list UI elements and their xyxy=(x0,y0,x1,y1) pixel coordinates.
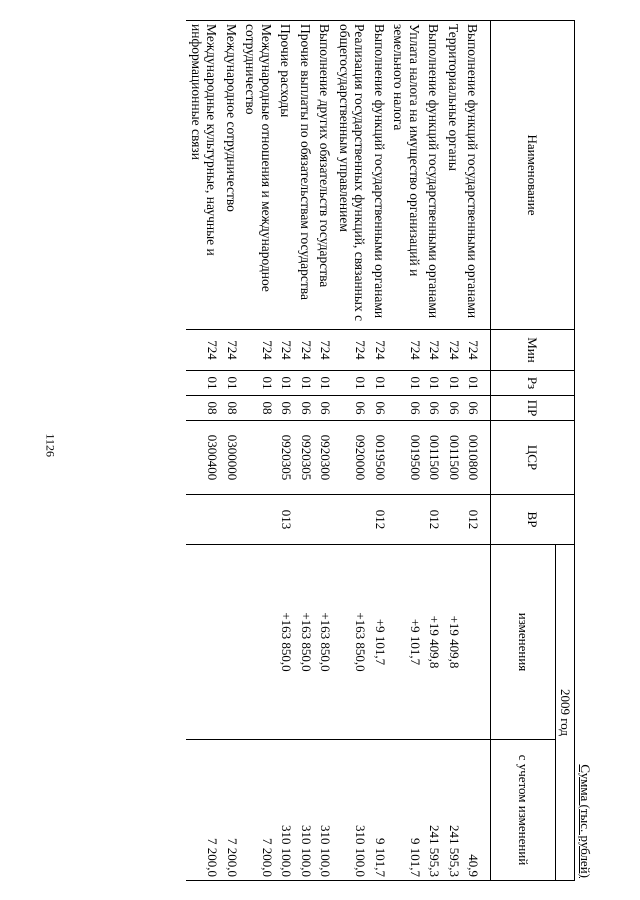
cell-pr: 06 xyxy=(276,396,296,421)
cell-rz: 01 xyxy=(424,371,444,396)
cell-min: 724 xyxy=(443,330,463,371)
cell-change xyxy=(186,545,221,740)
cell-vr: 013 xyxy=(276,495,296,545)
cell-csr: 0300400 xyxy=(186,421,221,495)
header-min: Мин xyxy=(491,330,575,371)
table-row xyxy=(369,21,389,881)
cell-min: 724 xyxy=(186,330,221,371)
cell-total: 241 595,3 xyxy=(443,740,463,881)
table-row xyxy=(463,21,483,881)
budget-sheet xyxy=(40,20,600,880)
cell-rz: 01 xyxy=(221,371,241,396)
cell-change: +163 850,0 xyxy=(334,545,369,740)
cell-name: Международные культурные, научные и информационные связи xyxy=(186,21,221,330)
cell-pr: 06 xyxy=(295,396,315,421)
cell-name: Реализация государственных функций, связанных с общегосударственным управлением xyxy=(334,21,369,330)
cell-total: 9 101,7 xyxy=(369,740,389,881)
budget-table xyxy=(186,20,575,881)
cell-vr: 012 xyxy=(369,495,389,545)
cell-vr xyxy=(443,495,463,545)
table-row xyxy=(424,21,444,881)
table-row xyxy=(221,21,241,881)
header-name: Наименование xyxy=(491,21,575,330)
cell-pr: 06 xyxy=(443,396,463,421)
cell-csr: 0011500 xyxy=(443,421,463,495)
cell-vr xyxy=(241,495,276,545)
cell-csr: 0010800 xyxy=(463,421,483,495)
cell-name: Выполнение других обязательств государства xyxy=(315,21,335,330)
cell-vr xyxy=(186,495,221,545)
cell-csr: 0920300 xyxy=(315,421,335,495)
cell-name: Уплата налога на имущество организаций и земельного налога xyxy=(389,21,424,330)
cell-name: Международное сотрудничество xyxy=(221,21,241,330)
cell-change: +163 850,0 xyxy=(276,545,296,740)
cell-total: 310 100,0 xyxy=(334,740,369,881)
header-rz: Рз xyxy=(491,371,575,396)
cell-csr: 0019500 xyxy=(389,421,424,495)
cell-pr: 08 xyxy=(186,396,221,421)
cell-min: 724 xyxy=(463,330,483,371)
cell-total: 241 595,3 xyxy=(424,740,444,881)
cell-name: Территориальные органы xyxy=(443,21,463,330)
cell-rz: 01 xyxy=(276,371,296,396)
table-body xyxy=(186,21,490,881)
cell-name: Международные отношения и международное сотрудничество xyxy=(241,21,276,330)
cell-vr xyxy=(295,495,315,545)
table-row xyxy=(276,21,296,881)
header-csr: ЦСР xyxy=(491,421,575,495)
header-year: 2009 год xyxy=(556,545,575,881)
cell-name: Прочие расходы xyxy=(276,21,296,330)
cell-vr xyxy=(334,495,369,545)
cell-csr: 0011500 xyxy=(424,421,444,495)
cell-change: +163 850,0 xyxy=(295,545,315,740)
header-pr: ПР xyxy=(491,396,575,421)
cell-min: 724 xyxy=(295,330,315,371)
cell-rz: 01 xyxy=(389,371,424,396)
cell-vr: 012 xyxy=(424,495,444,545)
cell-change xyxy=(241,545,276,740)
cell-pr: 06 xyxy=(424,396,444,421)
cell-pr: 06 xyxy=(389,396,424,421)
cell-pr: 06 xyxy=(315,396,335,421)
cell-min: 724 xyxy=(241,330,276,371)
cell-min: 724 xyxy=(389,330,424,371)
cell-change: +163 850,0 xyxy=(315,545,335,740)
header-vr: ВР xyxy=(491,495,575,545)
cell-change: +19 409,8 xyxy=(443,545,463,740)
table-row xyxy=(186,21,221,881)
cell-total: 310 100,0 xyxy=(276,740,296,881)
table-row xyxy=(443,21,463,881)
cell-change xyxy=(463,545,483,740)
cell-rz: 01 xyxy=(295,371,315,396)
cell-total: 9 101,7 xyxy=(389,740,424,881)
cell-total: 40,9 xyxy=(463,740,483,881)
table-row xyxy=(241,21,276,881)
cell-rz: 01 xyxy=(315,371,335,396)
cell-csr: 0019500 xyxy=(369,421,389,495)
cell-csr xyxy=(241,421,276,495)
cell-rz: 01 xyxy=(463,371,483,396)
cell-min: 724 xyxy=(334,330,369,371)
cell-change xyxy=(221,545,241,740)
cell-min: 724 xyxy=(369,330,389,371)
cell-pr: 06 xyxy=(463,396,483,421)
cell-vr xyxy=(389,495,424,545)
table-row xyxy=(295,21,315,881)
cell-min: 724 xyxy=(315,330,335,371)
cell-name: Прочие выплаты по обязательствам государства xyxy=(295,21,315,330)
cell-csr: 0300000 xyxy=(221,421,241,495)
cell-total: 7 200,0 xyxy=(186,740,221,881)
cell-total: 310 100,0 xyxy=(295,740,315,881)
header-changes: изменения xyxy=(491,545,556,740)
cell-name: Выполнение функций государственными органами xyxy=(424,21,444,330)
unit-caption-text: Сумма (тыс. рублей) xyxy=(578,764,593,878)
cell-pr: 06 xyxy=(369,396,389,421)
cell-csr: 0920000 xyxy=(334,421,369,495)
cell-min: 724 xyxy=(221,330,241,371)
cell-csr: 0920305 xyxy=(295,421,315,495)
cell-change: +9 101,7 xyxy=(389,545,424,740)
table-row xyxy=(334,21,369,881)
cell-total: 7 200,0 xyxy=(241,740,276,881)
spacer-row xyxy=(483,21,491,881)
table-row xyxy=(389,21,424,881)
cell-vr: 012 xyxy=(463,495,483,545)
table-row xyxy=(315,21,335,881)
cell-pr: 08 xyxy=(221,396,241,421)
cell-name: Выполнение функций государственными органами xyxy=(463,21,483,330)
cell-rz: 01 xyxy=(443,371,463,396)
cell-total: 7 200,0 xyxy=(221,740,241,881)
cell-pr: 06 xyxy=(334,396,369,421)
cell-pr: 08 xyxy=(241,396,276,421)
unit-caption xyxy=(577,764,593,878)
cell-change: +19 409,8 xyxy=(424,545,444,740)
cell-vr xyxy=(315,495,335,545)
cell-rz: 01 xyxy=(186,371,221,396)
cell-change: +9 101,7 xyxy=(369,545,389,740)
page-number: 1126 xyxy=(43,433,58,458)
cell-rz: 01 xyxy=(334,371,369,396)
header-row xyxy=(556,21,575,881)
cell-name: Выполнение функций государственными органами xyxy=(369,21,389,330)
cell-vr xyxy=(221,495,241,545)
cell-rz: 01 xyxy=(369,371,389,396)
header-with-changes: с учетом изменений xyxy=(491,740,556,881)
cell-min: 724 xyxy=(424,330,444,371)
cell-total: 310 100,0 xyxy=(315,740,335,881)
cell-min: 724 xyxy=(276,330,296,371)
cell-csr: 0920305 xyxy=(276,421,296,495)
cell-rz: 01 xyxy=(241,371,276,396)
